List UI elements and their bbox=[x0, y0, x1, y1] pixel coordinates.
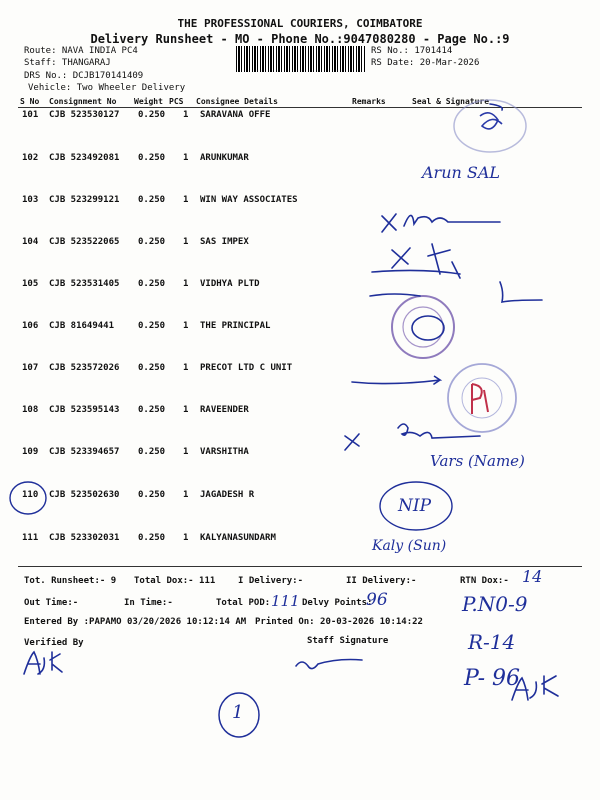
row-sno: 101 bbox=[22, 110, 39, 120]
sig-111: Kaly (Sun) bbox=[372, 538, 447, 554]
ii-delivery: II Delivery:- bbox=[346, 576, 417, 586]
sig-102: Arun SAL bbox=[422, 163, 501, 182]
row-consignment: CJB 81649441 bbox=[49, 321, 115, 331]
rs-date: RS Date: 20-Mar-2026 bbox=[371, 58, 480, 68]
row-pcs: 1 bbox=[183, 405, 189, 415]
runsheet-title: Delivery Runsheet - MO - Phone No.:9047080280 - Page No.:9 bbox=[90, 32, 510, 46]
col-consignee: Consignee Details bbox=[196, 97, 278, 106]
row-sno: 111 bbox=[22, 533, 39, 543]
header-divider bbox=[18, 107, 582, 108]
row-consignee: VARSHITHA bbox=[200, 447, 249, 457]
row-sno: 107 bbox=[22, 363, 39, 373]
row-consignee: SAS IMPEX bbox=[200, 237, 249, 247]
row-weight: 0.250 bbox=[138, 363, 166, 373]
col-weight: Weight bbox=[134, 97, 163, 106]
row-sno: 103 bbox=[22, 195, 39, 205]
delvy-points: Delvy Points: bbox=[302, 598, 373, 608]
row-sno: 109 bbox=[22, 447, 39, 457]
row-sno: 110 bbox=[22, 490, 39, 500]
entered-by: Entered By :PAPAMO 03/20/2026 10:12:14 AM bbox=[24, 617, 247, 627]
row-weight: 0.250 bbox=[138, 153, 166, 163]
out-time: Out Time:- bbox=[24, 598, 79, 608]
col-pcs: PCS bbox=[169, 97, 184, 106]
row-pcs: 1 bbox=[183, 321, 189, 331]
row-consignment: CJB 523572026 bbox=[49, 363, 120, 373]
row-consignee: PRECOT LTD C UNIT bbox=[200, 363, 293, 373]
row-consignee: THE PRINCIPAL bbox=[200, 321, 271, 331]
row-consignee: VIDHYA PLTD bbox=[200, 279, 260, 289]
verified-by: Verified By bbox=[24, 638, 84, 648]
row-consignment: CJB 523502630 bbox=[49, 490, 120, 500]
row-pcs: 1 bbox=[183, 153, 189, 163]
row-pcs: 1 bbox=[183, 195, 189, 205]
drs-number: DRS No.: DCJB170141409 bbox=[24, 71, 144, 81]
row-pcs: 1 bbox=[183, 110, 189, 120]
col-sno: S No bbox=[20, 97, 40, 106]
row-sno: 106 bbox=[22, 321, 39, 331]
row-pcs: 1 bbox=[183, 533, 189, 543]
rtn-dox-value: 14 bbox=[522, 567, 543, 586]
staff-signature-label: Staff Signature bbox=[307, 636, 389, 646]
row-pcs: 1 bbox=[183, 363, 189, 373]
route: Route: NAVA INDIA PC4 bbox=[24, 46, 138, 56]
col-consignment: Consignment No bbox=[49, 97, 117, 106]
total-pod: Total POD: bbox=[216, 598, 271, 608]
total-dox: Total Dox:- 111 bbox=[134, 576, 216, 586]
precot-seal-stamp bbox=[430, 360, 530, 440]
row-pcs: 1 bbox=[183, 447, 189, 457]
row-consignment: CJB 523394657 bbox=[49, 447, 120, 457]
sig-109: Vars (Name) bbox=[430, 452, 525, 470]
row-sno: 104 bbox=[22, 237, 39, 247]
note-p: P- 96 bbox=[464, 666, 521, 691]
row-pcs: 1 bbox=[183, 279, 189, 289]
row-pcs: 1 bbox=[183, 237, 189, 247]
footer-divider bbox=[18, 566, 582, 567]
college-seal-stamp bbox=[388, 292, 458, 362]
note-p-no: P.N0-9 bbox=[462, 592, 528, 616]
row-pcs: 1 bbox=[183, 490, 189, 500]
row-consignee: SARAVANA OFFE bbox=[200, 110, 271, 120]
rs-number: RS No.: 1701414 bbox=[371, 46, 453, 56]
note-r: R-14 bbox=[468, 630, 516, 654]
row-sno: 108 bbox=[22, 405, 39, 415]
tot-runsheet: Tot. Runsheet:- 9 bbox=[24, 576, 117, 586]
row-consignment: CJB 523492081 bbox=[49, 153, 120, 163]
row-consignment: CJB 523299121 bbox=[49, 195, 120, 205]
sig-110: NIP bbox=[398, 496, 432, 516]
row-consignee: WIN WAY ASSOCIATES bbox=[200, 195, 298, 205]
row-weight: 0.250 bbox=[138, 195, 166, 205]
row-consignment: CJB 523522065 bbox=[49, 237, 120, 247]
vehicle: Vehicle: Two Wheeler Delivery bbox=[28, 83, 186, 93]
staff: Staff: THANGARAJ bbox=[24, 58, 111, 68]
row-weight: 0.250 bbox=[138, 490, 166, 500]
circled-number-text: 1 bbox=[232, 702, 244, 723]
i-delivery: I Delivery:- bbox=[238, 576, 304, 586]
row-consignee: JAGADESH R bbox=[200, 490, 255, 500]
row-weight: 0.250 bbox=[138, 405, 166, 415]
row-weight: 0.250 bbox=[138, 237, 166, 247]
rtn-dox: RTN Dox:- bbox=[460, 576, 509, 586]
row-consignee: ARUNKUMAR bbox=[200, 153, 249, 163]
row-weight: 0.250 bbox=[138, 110, 166, 120]
row-weight: 0.250 bbox=[138, 279, 166, 289]
row-consignment: CJB 523531405 bbox=[49, 279, 120, 289]
col-remarks: Remarks bbox=[352, 97, 386, 106]
row-sno: 102 bbox=[22, 153, 39, 163]
row-weight: 0.250 bbox=[138, 321, 166, 331]
delvy-points-value: 96 bbox=[366, 590, 388, 610]
row-consignee: RAVEENDER bbox=[200, 405, 249, 415]
company-title: THE PROFESSIONAL COURIERS, COIMBATORE bbox=[177, 17, 423, 30]
row-sno: 105 bbox=[22, 279, 39, 289]
row-consignee: KALYANASUNDARM bbox=[200, 533, 276, 543]
total-pod-value: 111 bbox=[271, 592, 300, 610]
row-consignment: CJB 523595143 bbox=[49, 405, 120, 415]
col-seal: Seal & Signature bbox=[412, 97, 490, 106]
printed-on: Printed On: 20-03-2026 10:14:22 bbox=[255, 617, 423, 627]
in-time: In Time:- bbox=[124, 598, 173, 608]
barcode bbox=[236, 46, 366, 72]
row-weight: 0.250 bbox=[138, 447, 166, 457]
row-weight: 0.250 bbox=[138, 533, 166, 543]
row-consignment: CJB 523302031 bbox=[49, 533, 120, 543]
row-consignment: CJB 523530127 bbox=[49, 110, 120, 120]
